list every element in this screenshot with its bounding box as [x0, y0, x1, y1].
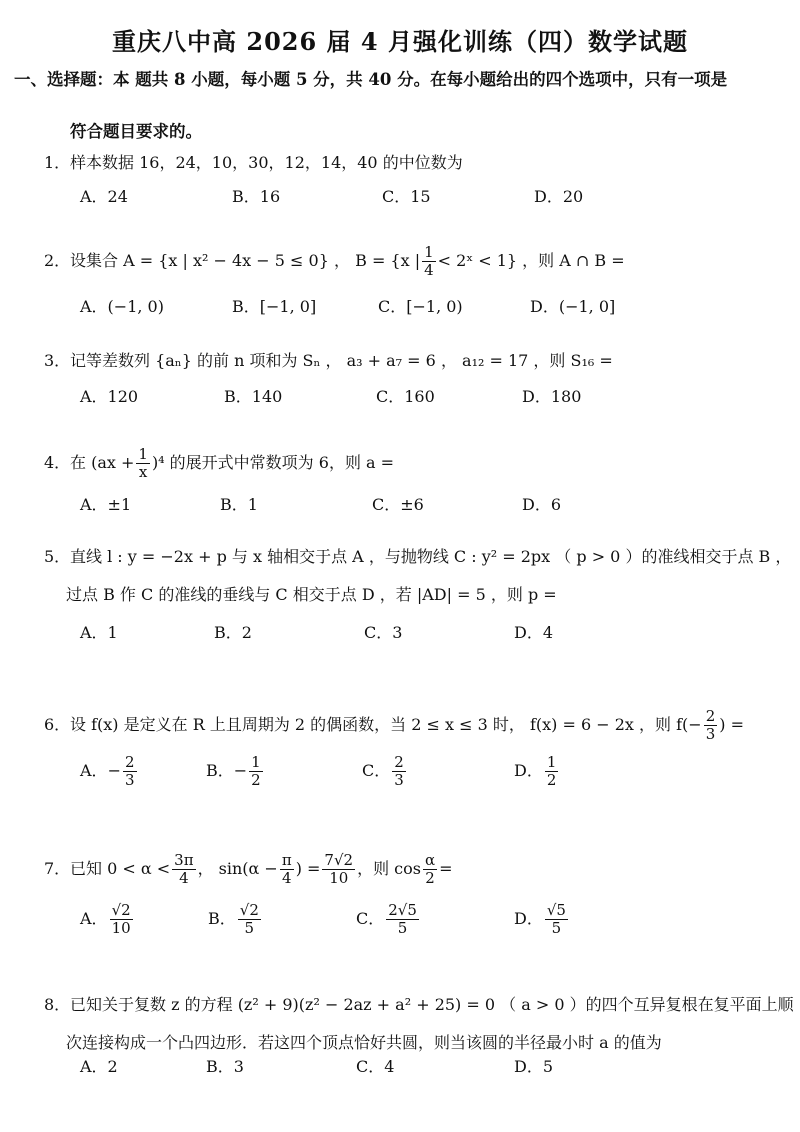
fraction — [545, 902, 568, 937]
denominator: 10 — [329, 869, 349, 887]
fraction — [238, 902, 261, 937]
question-number: 2． — [44, 251, 71, 270]
option-b[interactable] — [206, 754, 265, 789]
option-c[interactable] — [356, 902, 421, 937]
option-d[interactable]: D．4 — [514, 623, 554, 642]
question-6 — [44, 708, 784, 743]
question-3 — [44, 350, 784, 372]
question-text: 记等差数列 {aₙ} 的前 n 项和为 Sₙ ， a₃ + a₇ = 6 ， a₁₂ = 17 ，则 S₁₆ = — [70, 351, 613, 370]
denominator: 4 — [179, 869, 189, 887]
question-text-b: )⁴ 的展开式中常数项为 6，则 a = — [151, 453, 395, 472]
option-b[interactable]: B．2 — [214, 623, 252, 642]
question-text-d: ，则 cos — [357, 859, 421, 878]
option-d[interactable]: D．6 — [522, 495, 562, 514]
question-text-b: ) = — [719, 715, 744, 734]
option-label: C． — [356, 909, 385, 928]
numerator: α — [424, 851, 436, 869]
numerator: √2 — [239, 901, 259, 919]
numerator: 1 — [424, 243, 434, 261]
option-b[interactable]: B．140 — [224, 387, 283, 406]
section-heading: 一、选择题：本 题共 8 小题，每小题 5 分，共 40 分。在每小题给出的四个选项中，只有一项是 — [14, 70, 728, 89]
question-text: 样本数据 16，24，10，30，12，14，40 的中位数为 — [70, 153, 463, 172]
option-d[interactable] — [514, 902, 570, 937]
numerator: 2√5 — [388, 901, 417, 919]
option-label: C． — [362, 761, 391, 780]
fraction — [392, 754, 406, 789]
question-number: 4． — [44, 453, 71, 472]
fraction — [172, 852, 195, 887]
sign: − — [107, 761, 121, 780]
option-d[interactable]: D．(−1, 0] — [530, 297, 616, 316]
question-number: 8． — [44, 995, 71, 1014]
numerator: √2 — [111, 901, 131, 919]
question-number: 5． — [44, 547, 71, 566]
denominator: 5 — [244, 919, 255, 937]
option-b[interactable]: B．1 — [220, 495, 258, 514]
option-label: B． — [208, 909, 236, 928]
numerator: 2 — [124, 753, 135, 771]
numerator: 1 — [546, 753, 557, 771]
option-a[interactable] — [80, 754, 139, 789]
denominator: 2 — [251, 771, 261, 789]
sign: − — [233, 761, 248, 780]
question-2 — [44, 244, 784, 279]
question-text: 已知关于复数 z 的方程 (z² + 9)(z² − 2az + a² + 25) = 0 （ a > 0 ）的四个互异复根在复平面上顺 — [70, 995, 794, 1014]
numerator: 3π — [174, 851, 194, 869]
option-b[interactable] — [208, 902, 263, 937]
question-8 — [44, 994, 794, 1016]
option-d[interactable] — [514, 754, 560, 789]
option-c[interactable]: C．4 — [356, 1057, 395, 1076]
option-c[interactable] — [362, 754, 408, 789]
option-c[interactable]: C．3 — [364, 623, 403, 642]
option-a[interactable] — [80, 902, 135, 937]
denominator: x — [138, 463, 148, 481]
option-b[interactable]: B．3 — [206, 1057, 244, 1076]
question-text-a: 已知 0 < α < — [70, 859, 171, 878]
numerator: π — [281, 851, 292, 869]
option-label: A． — [80, 909, 108, 928]
option-a[interactable]: A．1 — [80, 623, 118, 642]
denominator: 3 — [124, 771, 135, 789]
option-b[interactable]: B．[−1, 0] — [232, 297, 317, 316]
fraction — [704, 708, 718, 743]
question-number: 1． — [44, 153, 71, 172]
question-8-line-2: 次连接构成一个凸四边形．若这四个顶点恰好共圆，则当该圆的半径最小时 a 的值为 — [66, 1033, 662, 1052]
question-number: 7． — [44, 859, 71, 878]
option-c[interactable]: C．±6 — [372, 495, 424, 514]
option-d[interactable]: D．180 — [522, 387, 582, 406]
question-4 — [44, 446, 784, 481]
option-label: D． — [514, 761, 543, 780]
fraction — [423, 852, 437, 887]
fraction — [545, 754, 559, 789]
numerator: 7√2 — [324, 851, 354, 869]
option-label: D． — [514, 909, 543, 928]
option-a[interactable]: A．120 — [80, 387, 139, 406]
question-text-a: 设集合 A = {x | x² − 4x − 5 ≤ 0} ， — [70, 251, 350, 270]
denominator: 10 — [111, 919, 131, 937]
numerator: 2 — [705, 707, 716, 725]
option-c[interactable]: C．[−1, 0) — [378, 297, 463, 316]
option-c[interactable]: C．15 — [382, 187, 431, 206]
denominator: 4 — [424, 261, 434, 279]
question-5-line-2: 过点 B 作 C 的准线的垂线与 C 相交于点 D ，若 |AD| = 5 ，则 p = — [66, 585, 557, 604]
fraction — [386, 902, 419, 937]
numerator: √5 — [546, 901, 566, 919]
option-label: B． — [206, 761, 234, 780]
denominator: 3 — [394, 771, 404, 789]
fraction — [322, 852, 355, 887]
section-heading-continued: 符合题目要求的。 — [70, 122, 202, 141]
question-number: 6． — [44, 715, 71, 734]
question-text-b: B = {x | — [355, 251, 421, 270]
question-text: 直线 l : y = −2x + p 与 x 轴相交于点 A ，与抛物线 C : y² = 2px （ p > 0 ）的准线相交于点 B ， — [70, 547, 792, 566]
fraction — [136, 446, 150, 481]
exam-title: 重庆八中高 2026 届 4 月强化训练（四）数学试题 — [112, 27, 688, 56]
question-text-e: = — [439, 859, 453, 878]
question-text-c: < 2ˣ < 1} ，则 A ∩ B = — [437, 251, 625, 270]
question-number: 3． — [44, 351, 71, 370]
denominator: 3 — [705, 725, 716, 743]
option-d[interactable]: D．5 — [514, 1057, 554, 1076]
question-text-a: 设 f(x) 是定义在 R 上且周期为 2 的偶函数，当 2 ≤ x ≤ 3 时， f(x) = 6 − 2x ，则 f(− — [70, 715, 702, 734]
fraction — [280, 852, 294, 887]
option-b[interactable]: B．16 — [232, 187, 281, 206]
numerator: 1 — [251, 753, 261, 771]
denominator: 2 — [546, 771, 557, 789]
denominator: 4 — [281, 869, 292, 887]
fraction — [123, 754, 137, 789]
option-c[interactable]: C．160 — [376, 387, 435, 406]
question-7 — [44, 852, 784, 887]
denominator: 2 — [425, 869, 435, 887]
option-label: A． — [80, 761, 108, 780]
numerator: 1 — [138, 445, 148, 463]
question-text-a: 在 (ax + — [70, 453, 135, 472]
fraction — [422, 244, 436, 279]
option-a[interactable]: A．(−1, 0) — [80, 297, 164, 316]
numerator: 2 — [394, 753, 404, 771]
question-5 — [44, 546, 792, 568]
option-a[interactable]: A．24 — [80, 187, 128, 206]
fraction — [110, 902, 133, 937]
option-a[interactable]: A．±1 — [80, 495, 132, 514]
question-text-c: ) = — [295, 859, 321, 878]
question-text-b: ， sin(α − — [197, 859, 278, 878]
denominator: 5 — [551, 919, 562, 937]
fraction — [249, 754, 263, 789]
option-a[interactable]: A．2 — [80, 1057, 118, 1076]
option-d[interactable]: D．20 — [534, 187, 584, 206]
question-1 — [44, 152, 784, 174]
denominator: 5 — [397, 919, 408, 937]
